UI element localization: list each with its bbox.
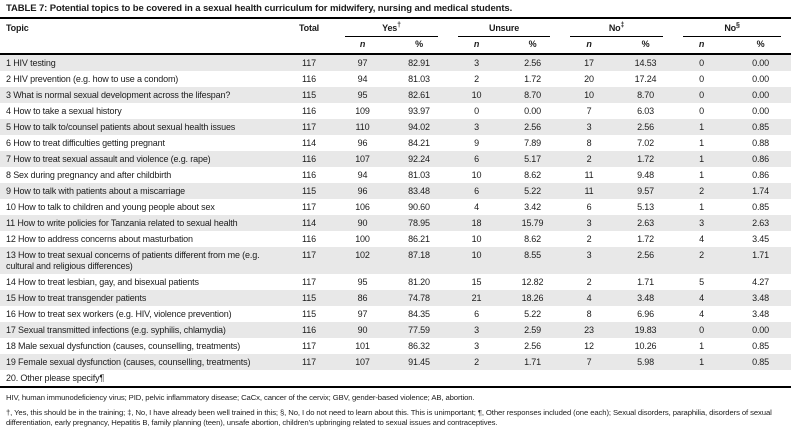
table-row: [0, 199, 791, 215]
value-cell: 10: [471, 170, 482, 180]
value-cell: 117: [302, 122, 316, 132]
table-row: [0, 274, 791, 290]
value-cell: 0: [699, 90, 704, 100]
value-cell: 17: [584, 58, 594, 68]
value-cell: 115: [302, 309, 316, 319]
header-group-row: [0, 19, 791, 37]
value-cell: 6: [474, 186, 479, 196]
value-cell: 81.03: [408, 74, 430, 84]
table-title-text: Potential topics to be covered in a sexual health curriculum for midwifery, nursing and medical students.: [49, 3, 513, 14]
footnotes: [0, 388, 791, 428]
topic-cell: 11 How to write policies for Tanzania related to sexual health: [6, 218, 238, 228]
value-cell: 7.02: [637, 138, 654, 148]
value-cell: 116: [302, 106, 316, 116]
value-cell: 107: [355, 154, 370, 164]
value-cell: 15.79: [521, 218, 544, 228]
value-cell: 2.59: [524, 325, 541, 335]
value-cell: 18.26: [521, 293, 544, 303]
value-cell: 114: [302, 218, 316, 228]
table-row: [0, 354, 791, 370]
value-cell: 0.00: [752, 90, 770, 100]
value-cell: 0: [699, 106, 704, 116]
topic-cell: 17 Sexual transmitted infections (e.g. syphilis, chlamydia): [6, 325, 226, 335]
value-cell: 6: [474, 154, 479, 164]
subheader-unsure-n: n: [448, 37, 505, 54]
value-cell: 18: [471, 218, 482, 228]
value-cell: 11: [584, 170, 594, 180]
table-row: [0, 167, 791, 183]
value-cell: 2: [699, 186, 704, 196]
topic-cell: 3 What is normal sexual development across the lifespan?: [6, 90, 231, 100]
value-cell: 4: [586, 293, 592, 303]
value-cell: 4: [474, 202, 479, 212]
table-row: [0, 247, 791, 274]
value-cell: 1: [699, 154, 704, 164]
value-cell: 94: [357, 170, 368, 180]
value-cell: 92.24: [408, 154, 430, 164]
value-cell: 8: [586, 309, 592, 319]
value-cell: 2: [586, 154, 592, 164]
value-cell: 90.60: [408, 202, 430, 212]
value-cell: 5.17: [524, 154, 541, 164]
value-cell: 0: [699, 58, 704, 68]
value-cell: 115: [302, 293, 316, 303]
group-label-no-trained: No: [608, 23, 621, 33]
value-cell: 5.22: [524, 309, 541, 319]
value-cell: 0.88: [752, 138, 770, 148]
table-row: [0, 54, 791, 71]
value-cell: [730, 370, 791, 387]
value-cell: 2.56: [524, 341, 541, 351]
value-cell: 116: [302, 170, 316, 180]
section-symbol: §: [736, 22, 740, 29]
topic-cell: 16 How to treat sex workers (e.g. HIV, violence prevention): [6, 309, 232, 319]
value-cell: 2: [586, 277, 592, 287]
table-row: [0, 183, 791, 199]
value-cell: 95: [357, 90, 368, 100]
value-cell: 5.22: [524, 186, 541, 196]
value-cell: 5.98: [637, 357, 654, 367]
subheader-unsure-pct: %: [505, 37, 560, 54]
column-group-no-unimportant: [673, 19, 791, 37]
topic-cell: 13 How to treat sexual concerns of patients different from me (e.g. cultural and religious differences): [6, 250, 260, 271]
value-cell: 86: [357, 293, 368, 303]
topics-table: [0, 19, 791, 388]
table-row: [0, 370, 791, 387]
value-cell: 96: [357, 138, 368, 148]
footnote-symbols: †, Yes, this should be in the training; ‡, No, I have already been well trained in this; §, No, I do not need to learn about this. This is unimportant; ¶, Other responses included (one each); Sexual disorders, paraphilia, disorders of sexual differentiation, early pregnancy, Hepatitis B, family planning (teen), unsafe abortion, children’s upbringing related to sexual issues and contraceptives.: [6, 407, 772, 427]
topic-cell: 12 How to address concerns about masturbation: [6, 234, 193, 244]
subheader-no1-pct: %: [618, 37, 673, 54]
value-cell: 1.71: [637, 277, 654, 287]
value-cell: 3: [474, 341, 479, 351]
value-cell: 4: [699, 309, 704, 319]
value-cell: [335, 370, 390, 387]
value-cell: 101: [355, 341, 370, 351]
table-row: [0, 151, 791, 167]
value-cell: 0.85: [752, 122, 770, 132]
value-cell: 117: [302, 202, 316, 212]
value-cell: 12: [584, 341, 594, 351]
value-cell: 84.21: [408, 138, 430, 148]
value-cell: 19.83: [634, 325, 657, 335]
topic-cell: 8 Sex during pregnancy and after childbirth: [6, 170, 172, 180]
value-cell: 102: [355, 250, 370, 260]
value-cell: 14.53: [634, 58, 657, 68]
value-cell: 3: [586, 122, 592, 132]
value-cell: 2: [699, 250, 704, 260]
double-dagger-symbol: ‡: [620, 22, 625, 29]
value-cell: 0: [474, 106, 479, 116]
value-cell: 8.55: [524, 250, 541, 260]
value-cell: 116: [302, 325, 316, 335]
value-cell: 82.61: [408, 90, 430, 100]
value-cell: 0.86: [752, 154, 770, 164]
value-cell: 11: [584, 186, 594, 196]
value-cell: 81.20: [408, 277, 430, 287]
value-cell: 10.26: [634, 341, 657, 351]
value-cell: 114: [302, 138, 316, 148]
value-cell: 0.86: [752, 170, 770, 180]
value-cell: 1: [699, 170, 704, 180]
topic-cell: 19 Female sexual dysfunction (causes, counselling, treatments): [6, 357, 251, 367]
topic-cell: 18 Male sexual dysfunction (causes, counselling, treatments): [6, 341, 241, 351]
value-cell: 115: [302, 90, 316, 100]
value-cell: 8.70: [524, 90, 541, 100]
table-row: [0, 87, 791, 103]
value-cell: 81.03: [408, 170, 430, 180]
value-cell: 10: [471, 234, 482, 244]
value-cell: 3.42: [524, 202, 541, 212]
value-cell: 8.62: [524, 170, 541, 180]
value-cell: 6.03: [637, 106, 654, 116]
table-title: [0, 0, 791, 19]
value-cell: 83.48: [408, 186, 430, 196]
subheader-no1-n: n: [560, 37, 618, 54]
topic-cell: 7 How to treat sexual assault and violence (e.g. rape): [6, 154, 211, 164]
value-cell: 87.18: [408, 250, 430, 260]
value-cell: 107: [355, 357, 370, 367]
group-label-no-unimportant: No: [724, 23, 737, 33]
column-group-yes: [335, 19, 448, 37]
table-title-label: TABLE 7:: [6, 3, 48, 14]
table-body: [0, 54, 791, 387]
value-cell: 10: [584, 90, 594, 100]
topic-cell: 2 HIV prevention (e.g. how to use a condom): [6, 74, 179, 84]
value-cell: 90: [357, 218, 368, 228]
value-cell: 3.48: [752, 309, 770, 319]
value-cell: [448, 370, 505, 387]
value-cell: 23: [584, 325, 594, 335]
value-cell: 3: [474, 325, 479, 335]
value-cell: 100: [355, 234, 370, 244]
value-cell: 3: [586, 218, 592, 228]
value-cell: 0.85: [752, 341, 770, 351]
value-cell: 0.00: [524, 106, 541, 116]
value-cell: 2.56: [637, 250, 654, 260]
value-cell: 117: [302, 357, 316, 367]
value-cell: 82.91: [408, 58, 430, 68]
table-row: [0, 290, 791, 306]
table-row: [0, 231, 791, 247]
subheader-no2-n: n: [673, 37, 730, 54]
value-cell: 117: [302, 58, 316, 68]
value-cell: 4: [699, 234, 704, 244]
value-cell: 1.71: [752, 250, 770, 260]
value-cell: 8.62: [524, 234, 541, 244]
value-cell: 1.72: [524, 74, 541, 84]
table-row: [0, 103, 791, 119]
value-cell: 96: [357, 186, 368, 196]
value-cell: 78.95: [408, 218, 430, 228]
group-label-unsure: Unsure: [488, 23, 520, 33]
subheader-no2-pct: %: [730, 37, 791, 54]
value-cell: [505, 370, 560, 387]
value-cell: [283, 370, 335, 387]
value-cell: 2: [474, 74, 479, 84]
value-cell: 1: [699, 122, 704, 132]
table-row: [0, 119, 791, 135]
column-group-no-trained: [560, 19, 673, 37]
value-cell: 116: [302, 154, 316, 164]
value-cell: 20: [584, 74, 594, 84]
value-cell: 15: [471, 277, 482, 287]
value-cell: 1.72: [637, 234, 654, 244]
value-cell: 84.35: [408, 309, 430, 319]
value-cell: 1.72: [637, 154, 654, 164]
value-cell: 117: [302, 250, 316, 260]
value-cell: 97: [357, 309, 368, 319]
group-label-yes: Yes: [382, 23, 398, 33]
value-cell: 0.85: [752, 202, 770, 212]
value-cell: 7: [586, 106, 592, 116]
value-cell: 21: [471, 293, 482, 303]
table-row: [0, 215, 791, 231]
value-cell: 3.48: [637, 293, 654, 303]
table-row: [0, 135, 791, 151]
value-cell: 97: [357, 58, 368, 68]
value-cell: [390, 370, 448, 387]
value-cell: 3: [474, 122, 479, 132]
value-cell: 6: [586, 202, 592, 212]
topic-cell: 6 How to treat difficulties getting pregnant: [6, 138, 165, 148]
value-cell: [673, 370, 730, 387]
value-cell: 74.78: [408, 293, 430, 303]
value-cell: 8: [586, 138, 592, 148]
value-cell: 1: [699, 357, 704, 367]
value-cell: 7.89: [524, 138, 541, 148]
value-cell: 3: [474, 58, 479, 68]
value-cell: 2.56: [524, 122, 541, 132]
footnote-abbreviations: HIV, human immunodeficiency virus; PID, pelvic inflammatory disease; CaCx, cancer of the cervix; GBV, gender-based violence; AB, abortion.: [6, 393, 475, 402]
value-cell: 2.56: [524, 58, 541, 68]
value-cell: 90: [357, 325, 368, 335]
value-cell: 5: [699, 277, 704, 287]
value-cell: 0: [699, 74, 704, 84]
table-row: [0, 71, 791, 87]
value-cell: 117: [302, 341, 316, 351]
value-cell: 91.45: [408, 357, 430, 367]
topic-cell: 20. Other please specify¶: [6, 373, 105, 383]
topic-cell: 5 How to talk to/counsel patients about sexual health issues: [6, 122, 236, 132]
value-cell: 1.71: [524, 357, 541, 367]
value-cell: 2.63: [752, 218, 770, 228]
value-cell: 117: [302, 277, 316, 287]
value-cell: 77.59: [408, 325, 430, 335]
value-cell: 10: [471, 90, 482, 100]
column-header-total: Total: [283, 19, 335, 54]
table-row: [0, 338, 791, 354]
value-cell: 9.57: [637, 186, 654, 196]
value-cell: 2: [586, 234, 592, 244]
value-cell: 17.24: [634, 74, 657, 84]
value-cell: [618, 370, 673, 387]
value-cell: 93.97: [408, 106, 430, 116]
value-cell: 110: [355, 122, 370, 132]
value-cell: 94: [357, 74, 368, 84]
value-cell: 2: [474, 357, 479, 367]
value-cell: 0.00: [752, 325, 770, 335]
value-cell: 8.70: [637, 90, 654, 100]
value-cell: 0.00: [752, 58, 770, 68]
topic-cell: 15 How to treat transgender patients: [6, 293, 147, 303]
value-cell: 0.85: [752, 357, 770, 367]
dagger-symbol: †: [397, 22, 401, 29]
value-cell: 1: [699, 341, 704, 351]
value-cell: 0.00: [752, 74, 770, 84]
value-cell: 7: [586, 357, 592, 367]
value-cell: 3: [586, 250, 592, 260]
value-cell: 2.63: [637, 218, 654, 228]
topic-cell: 10 How to talk to children and young people about sex: [6, 202, 215, 212]
table-row: [0, 306, 791, 322]
value-cell: 115: [302, 186, 316, 196]
value-cell: 0: [699, 325, 704, 335]
table-row: [0, 322, 791, 338]
value-cell: 9.48: [637, 170, 654, 180]
value-cell: 6: [474, 309, 479, 319]
value-cell: 0.00: [752, 106, 770, 116]
value-cell: 94.02: [408, 122, 430, 132]
topic-cell: 9 How to talk with patients about a miscarriage: [6, 186, 186, 196]
column-group-unsure: [448, 19, 560, 37]
value-cell: 116: [302, 234, 316, 244]
value-cell: 86.32: [408, 341, 430, 351]
column-header-topic: Topic: [0, 19, 283, 54]
topic-cell: 4 How to take a sexual history: [6, 106, 122, 116]
value-cell: 1.74: [752, 186, 770, 196]
topic-cell: 1 HIV testing: [6, 58, 56, 68]
value-cell: 109: [355, 106, 370, 116]
value-cell: 12.82: [521, 277, 544, 287]
value-cell: 116: [302, 74, 316, 84]
value-cell: 3.45: [752, 234, 770, 244]
value-cell: 1: [699, 202, 704, 212]
value-cell: 86.21: [408, 234, 430, 244]
value-cell: 1: [699, 138, 704, 148]
value-cell: 106: [355, 202, 370, 212]
subheader-yes-pct: %: [390, 37, 448, 54]
value-cell: 2.56: [637, 122, 654, 132]
value-cell: 3: [699, 218, 704, 228]
value-cell: 5.13: [637, 202, 654, 212]
value-cell: 4: [699, 293, 704, 303]
topic-cell: 14 How to treat lesbian, gay, and bisexual patients: [6, 277, 199, 287]
value-cell: [560, 370, 618, 387]
value-cell: 10: [471, 250, 482, 260]
value-cell: 95: [357, 277, 368, 287]
value-cell: 6.96: [637, 309, 654, 319]
value-cell: 3.48: [752, 293, 770, 303]
subheader-yes-n: n: [335, 37, 390, 54]
value-cell: 9: [474, 138, 479, 148]
value-cell: 4.27: [752, 277, 770, 287]
